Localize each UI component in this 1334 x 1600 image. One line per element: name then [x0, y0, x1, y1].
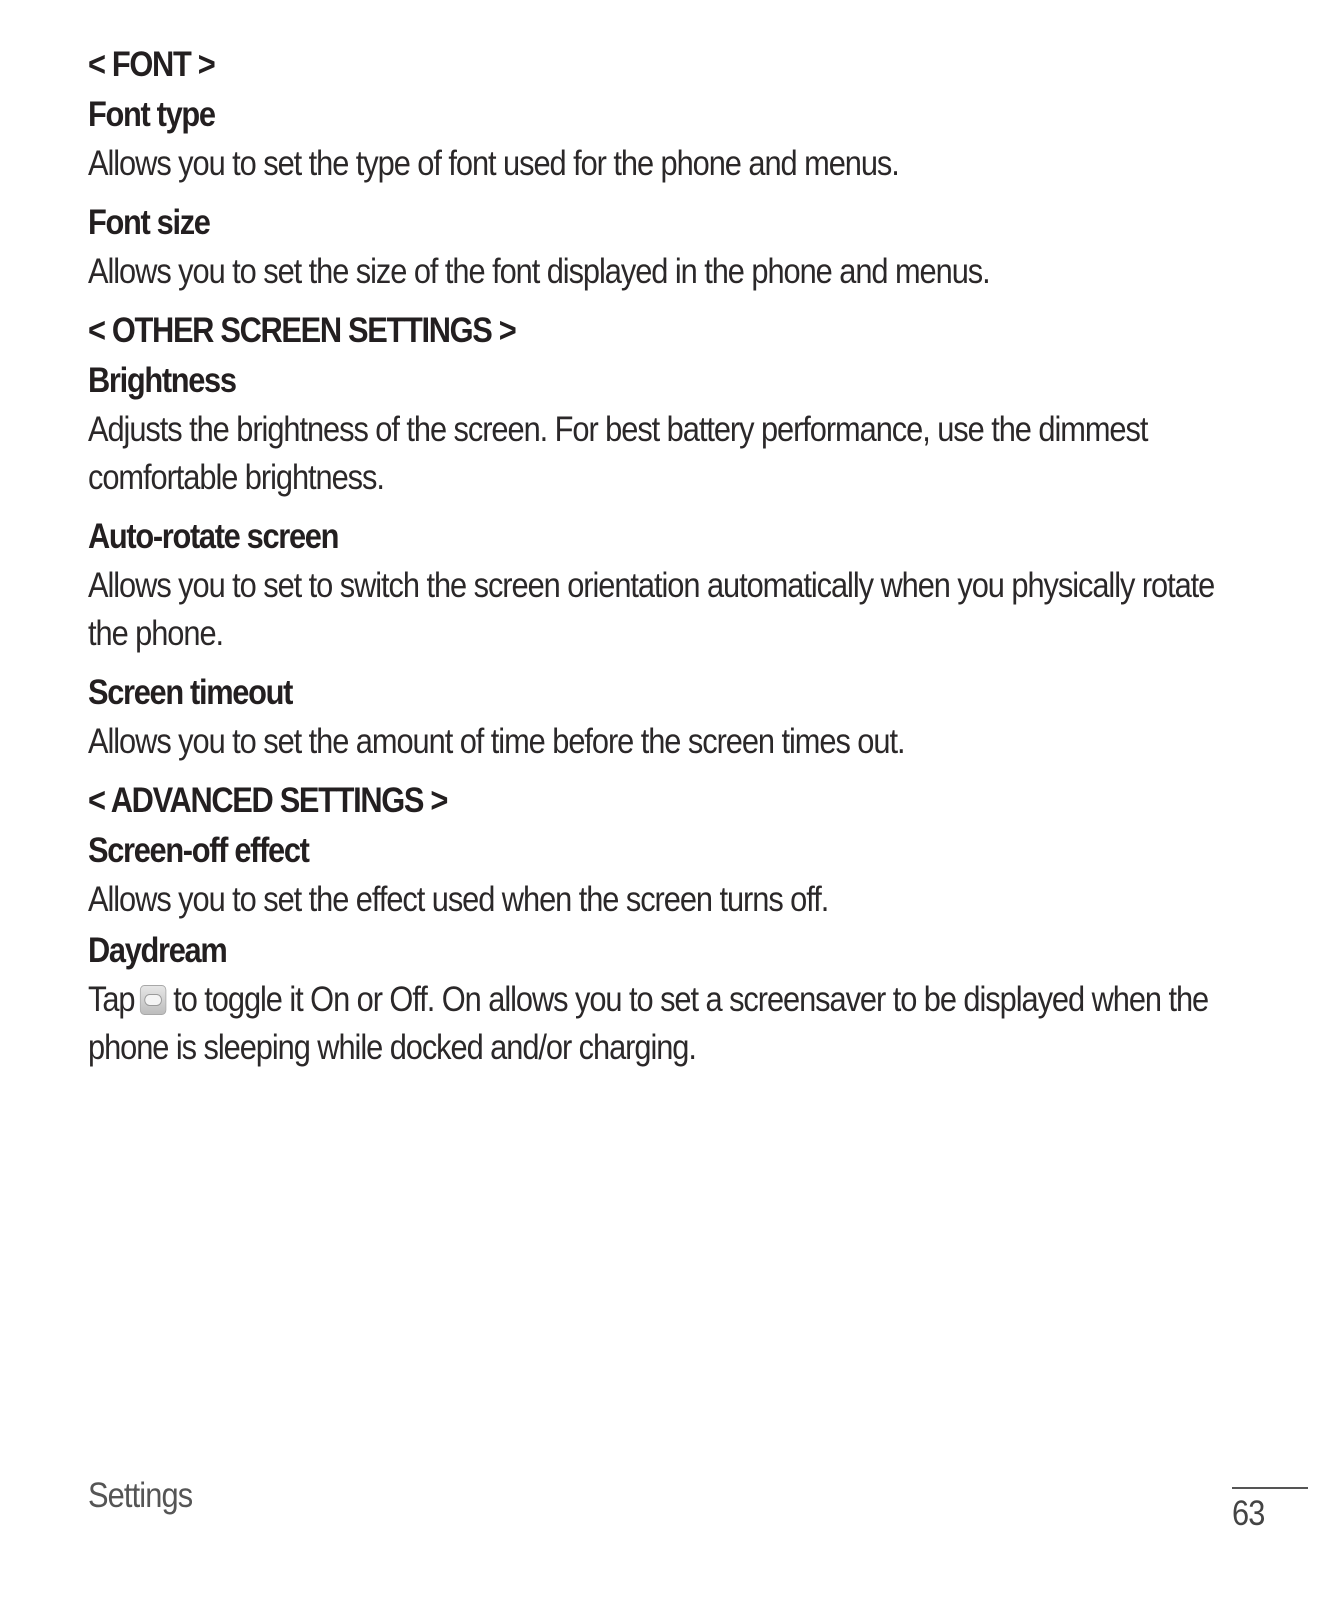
section-header-font: < FONT >	[88, 45, 215, 84]
daydream-desc-after: to toggle it On or Off. On allows you to set a screensaver to be displayed when the phone is sleeping while docked and/or charging.	[88, 980, 1209, 1067]
item-desc-font-type: Allows you to set the type of font used for the phone and menus.	[88, 144, 899, 183]
footer-section-name: Settings	[88, 1476, 193, 1515]
item-title-font-type: Font type	[88, 95, 215, 134]
item-title-daydream: Daydream	[88, 931, 227, 970]
daydream-desc-before: Tap	[88, 980, 135, 1019]
page-content	[88, 40, 1248, 1082]
item-title-auto-rotate-screen: Auto-rotate screen	[88, 517, 339, 556]
toggle-off-icon	[140, 985, 166, 1015]
section-header-advanced-settings: < ADVANCED SETTINGS >	[88, 781, 448, 820]
page-number: 63	[1232, 1494, 1265, 1533]
item-title-screen-timeout: Screen timeout	[88, 673, 293, 712]
item-desc-font-size: Allows you to set the size of the font displayed in the phone and menus.	[88, 252, 990, 291]
item-desc-daydream	[88, 976, 1232, 1072]
item-desc-screen-timeout: Allows you to set the amount of time before the screen times out.	[88, 722, 905, 761]
item-title-brightness: Brightness	[88, 361, 236, 400]
item-title-screen-off-effect: Screen-off effect	[88, 831, 309, 870]
item-desc-brightness: Adjusts the brightness of the screen. For best battery performance, use the dimmest comfortable brightness.	[88, 410, 1148, 497]
section-header-other-screen-settings: < OTHER SCREEN SETTINGS >	[88, 311, 516, 350]
item-desc-auto-rotate-screen: Allows you to set to switch the screen orientation automatically when you physically rotate the phone.	[88, 566, 1215, 653]
item-title-font-size: Font size	[88, 203, 210, 242]
item-desc-screen-off-effect: Allows you to set the effect used when the screen turns off.	[88, 880, 829, 919]
footer-divider	[1232, 1487, 1308, 1489]
